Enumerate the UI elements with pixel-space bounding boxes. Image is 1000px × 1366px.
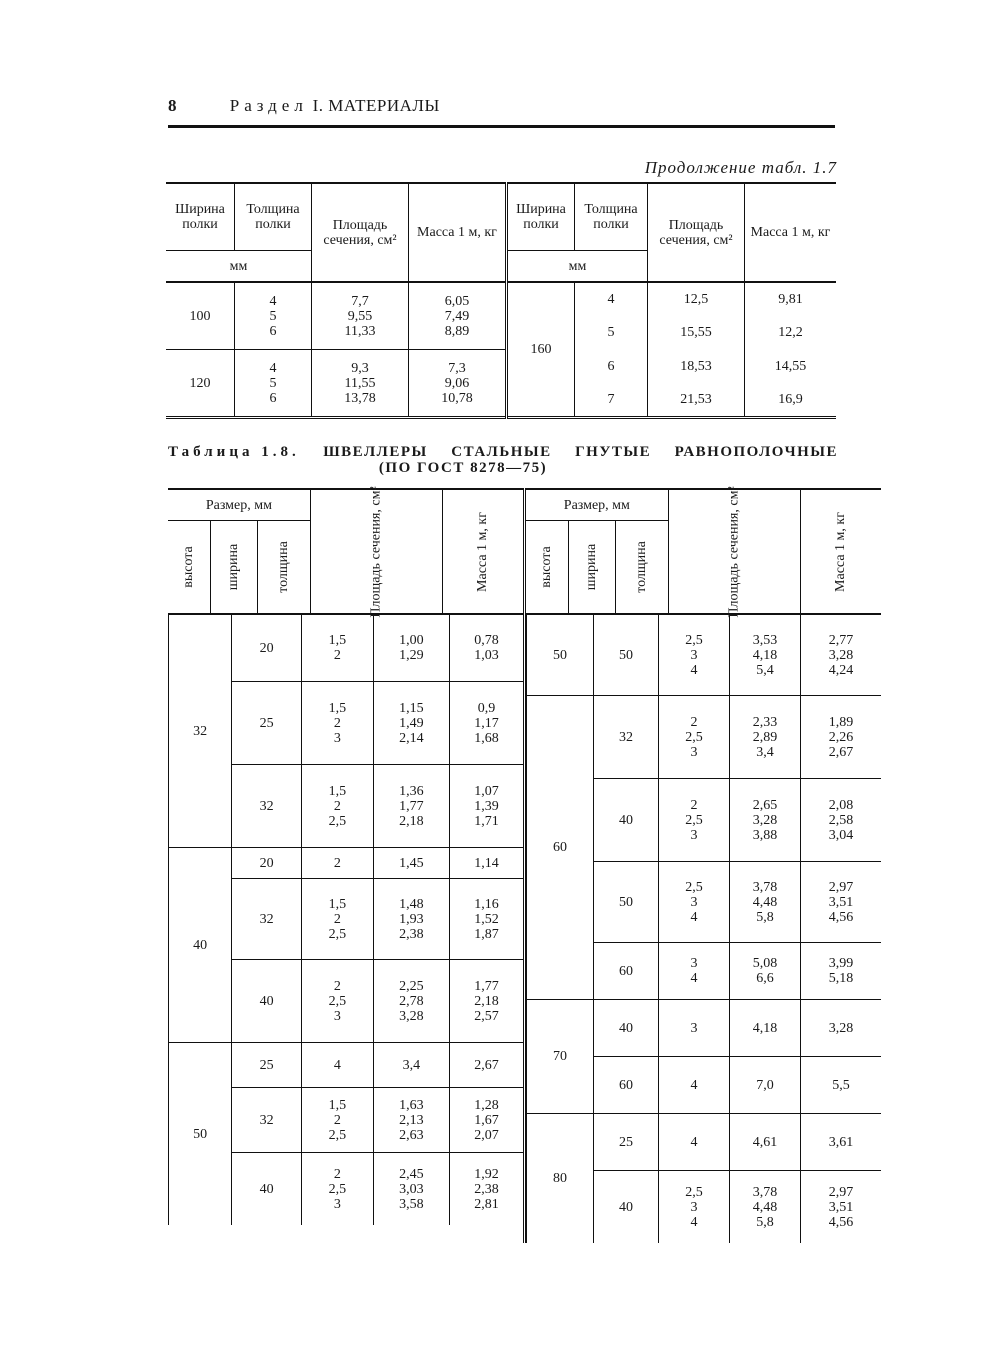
cell-width: 40: [232, 1153, 302, 1226]
unit-mm-r: мм: [507, 251, 648, 283]
cell-area-r: 21,53: [648, 383, 745, 418]
cell-thickness: 2 2,5 3: [658, 696, 729, 779]
cell-thickness: 4: [658, 1057, 729, 1114]
cell-area: 1,48 1,93 2,38: [373, 879, 449, 960]
cell-area: 7,7 9,55 11,33: [312, 282, 409, 350]
cell-height: 50: [169, 1043, 232, 1226]
cell-thickness: 4: [301, 1043, 373, 1088]
height-header: высота: [168, 521, 210, 615]
cell-mass: 7,3 9,06 10,78: [409, 350, 507, 418]
cell-thickness: 1,5 2 3: [301, 682, 373, 765]
cell-mass: 0,78 1,03: [449, 615, 523, 682]
col-area-header-r: Площадь сечения, см²: [648, 183, 745, 282]
cell-width: 40: [593, 779, 658, 862]
cell-width: 40: [232, 960, 302, 1043]
cell-thickness-r: 7: [575, 383, 648, 418]
cell-area: 1,45: [373, 848, 449, 879]
cell-area: 3,4: [373, 1043, 449, 1088]
cell-height: 50: [526, 615, 593, 696]
cell-thickness: 4 5 6: [235, 282, 312, 350]
cell-mass-r: 12,2: [745, 316, 837, 349]
cell-width: 20: [232, 848, 302, 879]
title-word: ШВЕЛЛЕРЫ: [323, 444, 428, 460]
cell-area: 3,78 4,48 5,8: [729, 1171, 800, 1244]
cell-width: 100: [166, 282, 235, 350]
cell-width: 50: [593, 862, 658, 943]
cell-width: 32: [232, 765, 302, 848]
cell-thickness: 4: [658, 1114, 729, 1171]
cell-width: 40: [593, 1171, 658, 1244]
mass-header: Масса 1 м, кг: [443, 489, 525, 614]
cell-mass: 3,99 5,18: [800, 943, 880, 1000]
cell-area: 5,08 6,6: [729, 943, 800, 1000]
cell-thickness: 1,5 2: [301, 615, 373, 682]
cell-area: 3,78 4,48 5,8: [729, 862, 800, 943]
table-row: [169, 615, 523, 682]
cell-mass: 2,97 3,51 4,56: [800, 1171, 880, 1244]
page-number: 8: [168, 96, 177, 115]
section-word: Раздел: [229, 96, 308, 115]
cell-mass: 1,77 2,18 2,57: [449, 960, 523, 1043]
cell-width: 50: [593, 615, 658, 696]
table-row: [526, 696, 880, 779]
cell-area: 2,45 3,03 3,58: [373, 1153, 449, 1226]
body-right: [524, 614, 880, 1243]
cell-mass: 1,16 1,52 1,87: [449, 879, 523, 960]
section-title: I. МАТЕРИАЛЫ: [312, 96, 440, 115]
table-1-7: [166, 182, 836, 419]
col-thickness-header-r: Толщина полки: [575, 183, 648, 251]
cell-width: 32: [232, 879, 302, 960]
cell-width: 32: [593, 696, 658, 779]
cell-mass: 2,08 2,58 3,04: [800, 779, 880, 862]
cell-thickness: 2: [301, 848, 373, 879]
cell-width: 60: [593, 1057, 658, 1114]
width-header-r: ширина: [568, 521, 615, 615]
cell-area: 1,00 1,29: [373, 615, 449, 682]
cell-area: 1,63 2,13 2,63: [373, 1088, 449, 1153]
subtable-left: [168, 615, 523, 1225]
title-word: РАВНОПОЛОЧНЫЕ: [674, 444, 838, 460]
cell-mass: 5,5: [800, 1057, 880, 1114]
cell-mass: 1,28 1,67 2,07: [449, 1088, 523, 1153]
cell-area: 7,0: [729, 1057, 800, 1114]
col-width-header-r: Ширина полки: [507, 183, 575, 251]
cell-area: 1,36 1,77 2,18: [373, 765, 449, 848]
table-body-row: [168, 614, 881, 1243]
cell-mass: 1,92 2,38 2,81: [449, 1153, 523, 1226]
cell-area-r: 15,55: [648, 316, 745, 349]
col-area-header: Площадь сечения, см²: [312, 183, 409, 282]
cell-width: 40: [593, 1000, 658, 1057]
cell-height: 70: [526, 1000, 593, 1114]
height-header-r: высота: [524, 521, 568, 615]
cell-thickness: 4 5 6: [235, 350, 312, 418]
cell-thickness-r: 5: [575, 316, 648, 349]
cell-width: 25: [593, 1114, 658, 1171]
width-header: ширина: [210, 521, 257, 615]
col-mass-header: Масса 1 м, кг: [409, 183, 507, 282]
col-width-header: Ширина полки: [166, 183, 235, 251]
area-header-r: Площадь сечения, см²: [668, 489, 800, 614]
cell-mass-r: 14,55: [745, 350, 837, 383]
cell-width: 60: [593, 943, 658, 1000]
table-row: [169, 1043, 523, 1088]
subtable-right: [526, 615, 881, 1243]
cell-thickness: 1,5 2 2,5: [301, 1088, 373, 1153]
col-thickness-header: Толщина полки: [235, 183, 312, 251]
table-1-8: [168, 485, 881, 1243]
cell-thickness: 2 2,5 3: [301, 1153, 373, 1226]
cell-mass-r: 9,81: [745, 282, 837, 316]
cell-area: 2,65 3,28 3,88: [729, 779, 800, 862]
cell-width: 25: [232, 682, 302, 765]
cell-width: 120: [189, 375, 211, 391]
cell-width-r: 160: [507, 282, 575, 418]
cell-mass: 6,05 7,49 8,89: [409, 282, 507, 350]
cell-mass: 1,89 2,26 2,67: [800, 696, 880, 779]
cell-thickness: 2 2,5 3: [301, 960, 373, 1043]
cell-area: 2,33 2,89 3,4: [729, 696, 800, 779]
cell-area: 1,15 1,49 2,14: [373, 682, 449, 765]
cell-width: 25: [232, 1043, 302, 1088]
table-1-8-title: [168, 444, 838, 476]
thickness-header-r: толщина: [616, 521, 669, 615]
running-header: [168, 96, 440, 116]
cell-thickness: 1,5 2 2,5: [301, 765, 373, 848]
title-word: СТАЛЬНЫЕ: [451, 444, 552, 460]
cell-thickness: 3 4: [658, 943, 729, 1000]
cell-width: 20: [232, 615, 302, 682]
cell-thickness: 2,5 3 4: [658, 615, 729, 696]
header-rule: [168, 125, 835, 128]
title-word: ГНУТЫЕ: [575, 444, 652, 460]
table-row: [526, 615, 880, 696]
cell-area-r: 18,53: [648, 350, 745, 383]
cell-height: 40: [169, 848, 232, 1043]
cell-height: 32: [169, 615, 232, 848]
unit-mm: мм: [166, 251, 312, 283]
table-row: [166, 282, 836, 316]
cell-area: 3,53 4,18 5,4: [729, 615, 800, 696]
cell-mass-r: 16,9: [745, 383, 837, 418]
cell-mass: 2,97 3,51 4,56: [800, 862, 880, 943]
title-line-2: (ПО ГОСТ 8278—75): [378, 460, 548, 476]
cell-thickness: 3: [658, 1000, 729, 1057]
cell-thickness-r: 6: [575, 350, 648, 383]
cell-thickness-r: 4: [575, 282, 648, 316]
thickness-header: толщина: [258, 521, 311, 615]
cell-thickness: 2,5 3 4: [658, 1171, 729, 1244]
cell-thickness: 1,5 2 2,5: [301, 879, 373, 960]
cell-mass: 2,67: [449, 1043, 523, 1088]
body-left: [168, 614, 524, 1243]
table-row: [526, 1114, 880, 1171]
cell-height: 80: [526, 1114, 593, 1244]
cell-thickness: 2 2,5 3: [658, 779, 729, 862]
cell-area: 4,61: [729, 1114, 800, 1171]
cell-thickness: 2,5 3 4: [658, 862, 729, 943]
table-label: Таблица 1.8.: [168, 444, 300, 460]
cell-mass: 0,9 1,17 1,68: [449, 682, 523, 765]
table-row: [526, 1000, 880, 1057]
cell-mass: 1,07 1,39 1,71: [449, 765, 523, 848]
table-row: [169, 848, 523, 879]
cell-height: 60: [526, 696, 593, 1000]
cell-width: 32: [232, 1088, 302, 1153]
cell-mass: 3,61: [800, 1114, 880, 1171]
cell-area: 4,18: [729, 1000, 800, 1057]
cell-mass: 2,77 3,28 4,24: [800, 615, 880, 696]
mass-header-r: Масса 1 м, кг: [801, 489, 881, 614]
continuation-caption: Продолжение табл. 1.7: [644, 158, 837, 177]
cell-area: 9,3 11,55 13,78: [312, 350, 409, 418]
size-header: Размер, мм: [168, 489, 310, 521]
col-mass-header-r: Масса 1 м, кг: [745, 183, 837, 282]
cell-mass: 3,28: [800, 1000, 880, 1057]
area-header: Площадь сечения, см²: [310, 489, 442, 614]
cell-area-r: 12,5: [648, 282, 745, 316]
cell-mass: 1,14: [449, 848, 523, 879]
table-row: [166, 350, 836, 383]
size-header-r: Размер, мм: [524, 489, 668, 521]
cell-area: 2,25 2,78 3,28: [373, 960, 449, 1043]
